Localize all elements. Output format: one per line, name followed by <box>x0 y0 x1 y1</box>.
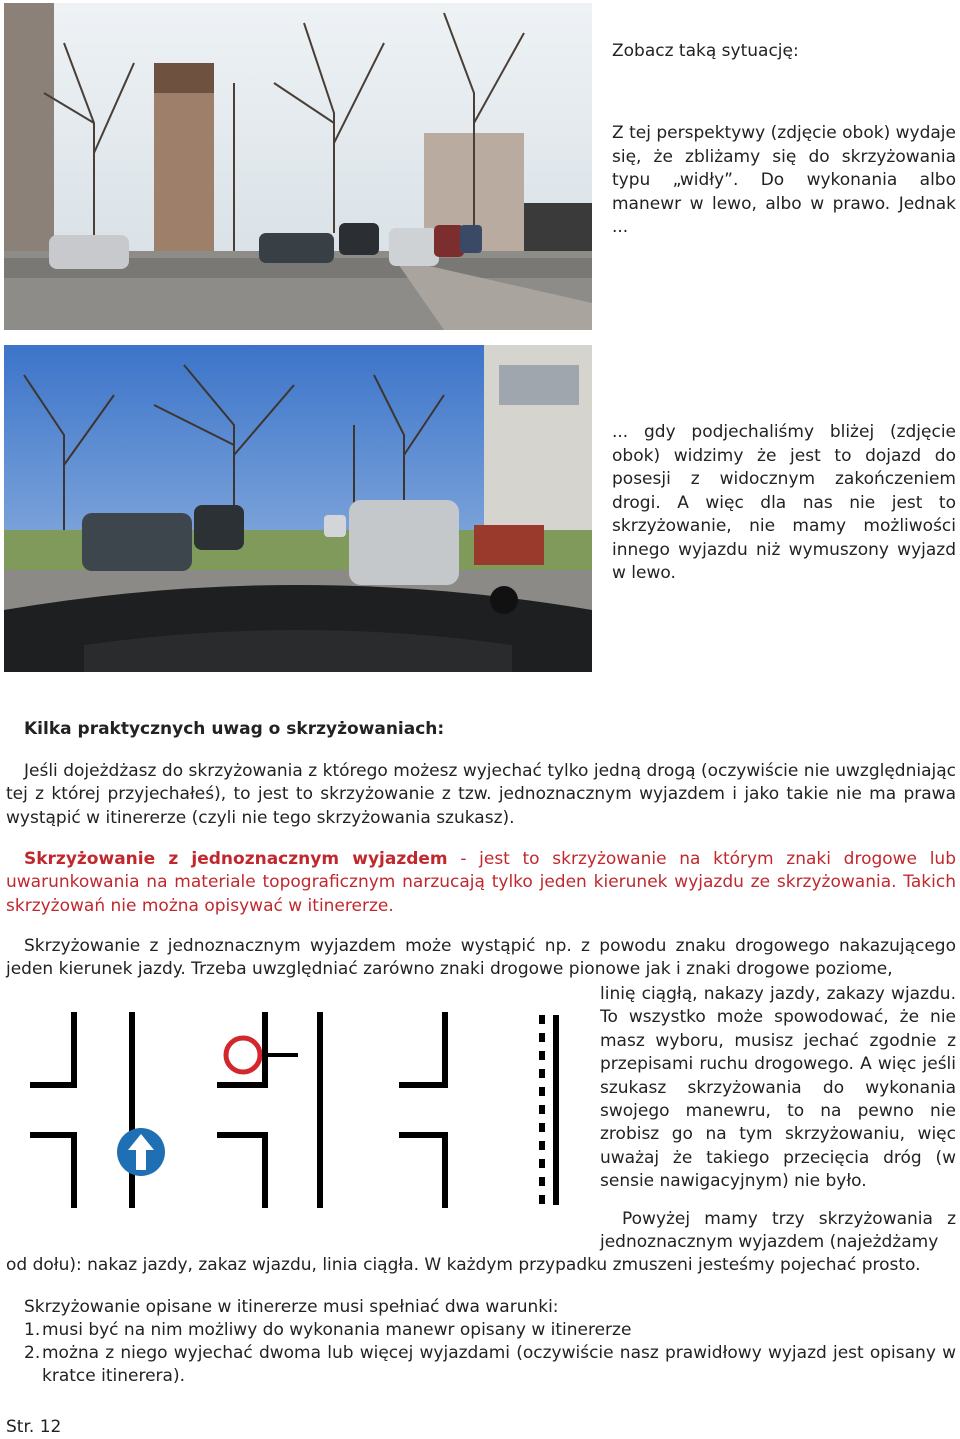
paragraph-summary: od dołu): nakaz jazdy, zakaz wjazdu, linia ciągła. W każdym przypadku zmuszeni jesteśmy pojechać prosto. <box>6 1255 921 1275</box>
ahead-only-sign-icon <box>117 1128 165 1176</box>
list-item <box>24 1319 956 1342</box>
section-heading: Kilka praktycznych uwag o skrzyżowaniach: <box>24 719 445 739</box>
caption-title: Zobacz taką sytuację: <box>612 41 799 61</box>
caption-first: Z tej perspektywy (zdjęcie obok) wydaje się, że zbliżamy się do skrzyżowania typu „widły”. Do wykonania albo manewr w lewo, albo w prawo. Jednak ... <box>612 123 956 237</box>
page-number: Str. 12 <box>6 1417 62 1437</box>
paragraph-summary-side-text: Powyżej mamy trzy skrzyżowania z jednoznacznym wyjazdem (najeżdżamy <box>600 1209 956 1253</box>
paragraph-intro-text: Jeśli dojeżdżasz do skrzyżowania z którego możesz wyjechać tylko jedną drogą (oczywiście nie uwzględniając tej z której przyjechałeś), to jest to skrzyżowanie z tzw. jednoznacznym wyjazdem i jako takie nie ma prawa wystąpić w itinererze (czyli nie tego skrzyżowania szukasz). <box>6 761 956 828</box>
list-number: 1. <box>24 1320 41 1340</box>
paragraph-definition <box>6 848 956 918</box>
paragraph-summary-side <box>600 1208 956 1255</box>
paragraph-signs <box>6 935 956 982</box>
intersection-diagrams <box>30 1010 570 1215</box>
list-number: 2. <box>24 1343 41 1363</box>
list-text: musi być na nim możliwy do wykonania manewr opisany w itinererze <box>42 1320 632 1340</box>
solid-lane-line <box>542 1015 556 1205</box>
photo-street-approach <box>4 3 592 330</box>
diagram-mandatory-direction <box>30 1015 132 1205</box>
paragraph-intro <box>6 760 956 830</box>
photo-dead-end <box>4 345 592 672</box>
list-text: można z niego wyjechać dwoma lub więcej wyjazdami (oczywiście nasz prawidłowy wyjazd jest opisany w kratce itinerera). <box>42 1343 956 1387</box>
definition-term: Skrzyżowanie z jednoznacznym wyjazdem <box>24 849 448 869</box>
conditions-intro: Skrzyżowanie opisane w itinererze musi spełniać dwa warunki: <box>24 1297 559 1317</box>
caption-second: ... gdy podjechaliśmy bliżej (zdjęcie obok) widzimy że jest to dojazd do posesji z widocznym zakończeniem drogi. A więc dla nas nie jest to skrzyżowanie, nie mamy możliwości innego wyjazdu niż wymuszony wyjazd w lewo. <box>612 422 956 583</box>
paragraph-signs-side: linię ciągłą, nakazy jazdy, zakazy wjazdu. To wszystko może spowodować, że nie masz wyboru, musisz jechać zgodnie z przepisami ruchu drogowego. A więc jeśli szukasz skrzyżowania do wykonania swojego manewru, to na pewno nie zrobisz go na tym skrzyżowaniu, więc uważaj że takiego przecięcia dróg (w sensie nawigacyjnym) nie było. <box>600 984 956 1192</box>
definition-text: - jest to skrzyżowanie na którym znaki drogowe lub uwarunkowania na materiale topograficznym narzucają tylko jeden kierunek wyjazdu ze skrzyżowania. Takich skrzyżowań nie można opisywać w itinererze. <box>6 849 956 916</box>
list-item <box>24 1342 956 1389</box>
paragraph-signs-text: Skrzyżowanie z jednoznacznym wyjazdem może wystąpić np. z powodu znaku drogowego nakazującego jeden kierunek jazdy. Trzeba uwzględniać zarówno znaki drogowe pionowe jak i znaki drogowe poziome, <box>6 936 956 980</box>
